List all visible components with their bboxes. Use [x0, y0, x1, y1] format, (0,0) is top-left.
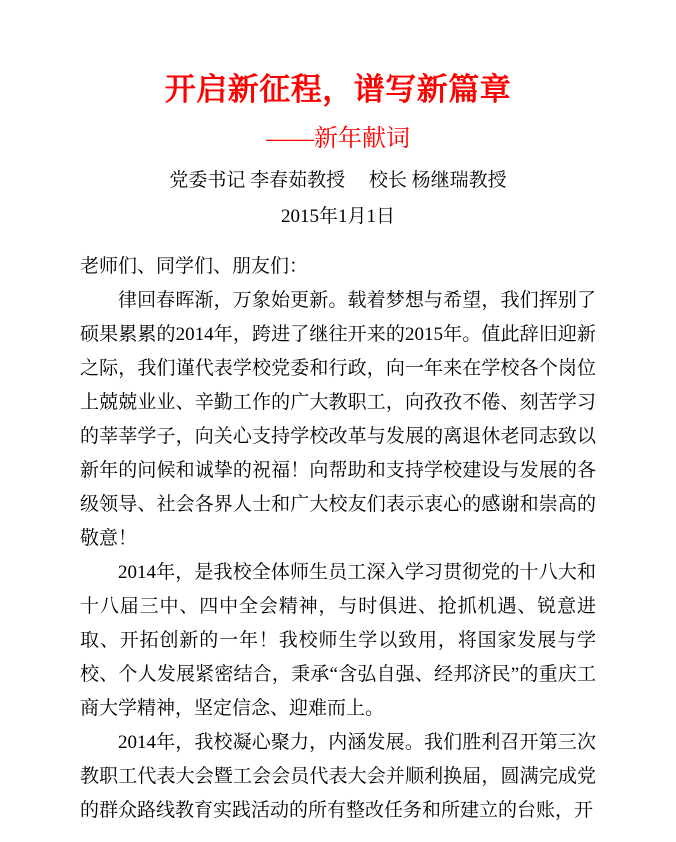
document-body — [80, 250, 596, 828]
document-subtitle: ——新年献词 — [266, 126, 410, 152]
paragraph-2014-achievements: 2014年，我校凝心聚力，内涵发展。我们胜利召开第三次教职工代表大会暨工会会员代表大会并顺利换届，圆满完成党的群众路线教育实践活动的所有整改任务和所建立的台账，开 — [80, 732, 596, 821]
paragraph-2014-spirit: 2014年，是我校全体师生员工深入学习贯彻党的十八大和十八届三中、四中全会精神，与时俱进、抢抓机遇、锐意进取、开拓创新的一年！我校师生学以致用，将国家发展与学校、个人发展紧密结合，秉承“含弘自强、经邦济民”的重庆工商大学精神，坚定信念、迎难而上。 — [80, 562, 596, 719]
salutation-line: 老师们、同学们、朋友们： — [80, 256, 309, 277]
paragraph-new-year-greeting: 律回春晖渐，万象始更新。载着梦想与希望，我们挥别了硕果累累的2014年，跨进了继往开来的2015年。值此辞旧迎新之际，我们谨代表学校党委和行政，向一年来在学校各个岗位上兢兢业业、辛勤工作的广大教职工，向孜孜不倦、刻苦学习的莘莘学子，向关心支持学校改革与发展的离退休老同志致以新年的问候和诚挚的祝福！向帮助和支持学校建设与发展的各级领导、社会各界人士和广大校友们表示衷心的感谢和崇高的敬意！ — [80, 290, 596, 549]
authors-byline: 党委书记 李春茹教授 校长 杨继瑞教授 — [169, 170, 507, 191]
date-line: 2015年1月1日 — [280, 206, 395, 227]
document-title: 开启新征程，谱写新篇章 — [164, 72, 512, 107]
